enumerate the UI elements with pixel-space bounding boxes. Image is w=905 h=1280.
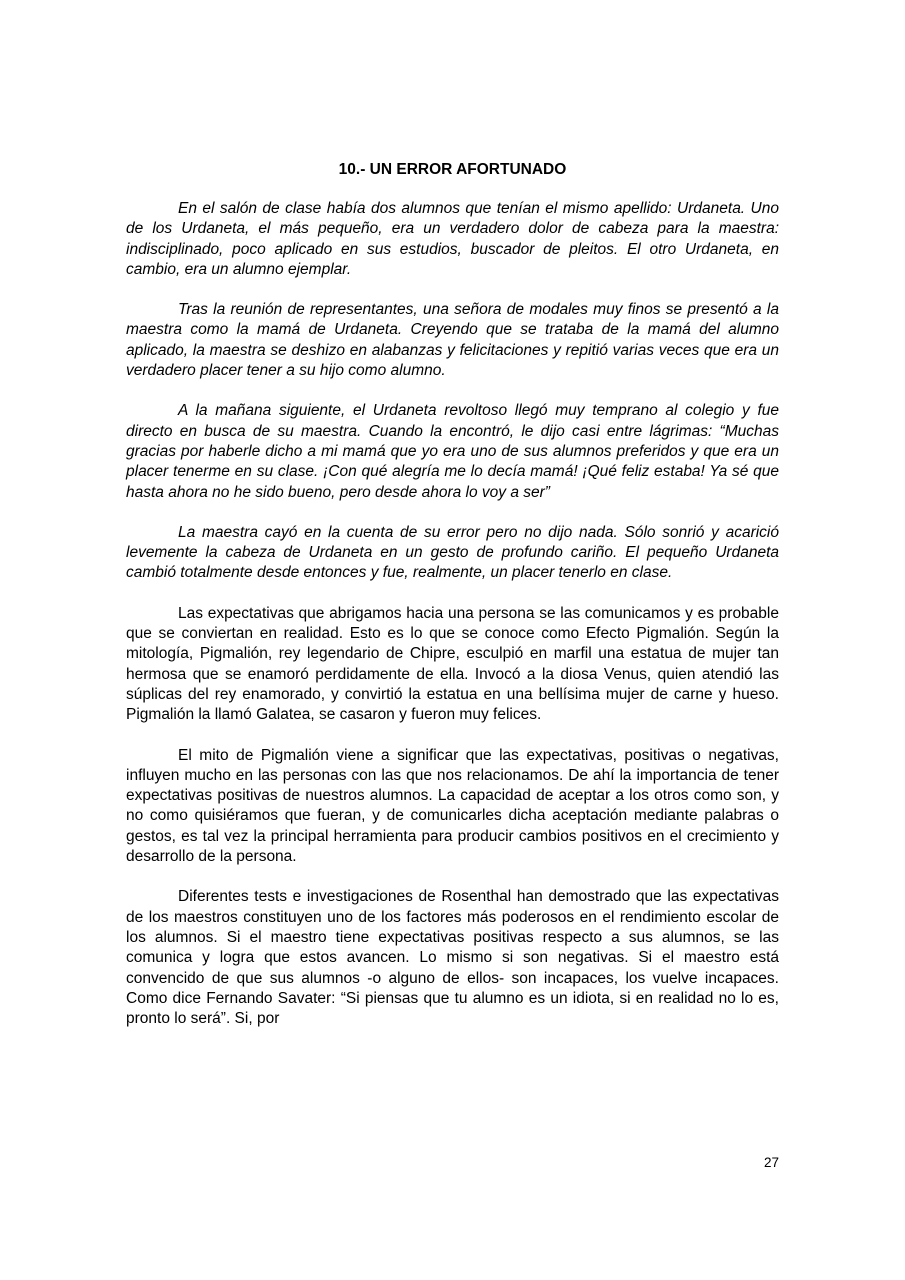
story-paragraph-2: Tras la reunión de representantes, una señora de modales muy finos se presentó a la maestra como la mamá de Urdaneta. Creyendo que se trataba de la mamá del alumno aplicado, la maestra se deshizo en alabanzas y felicitaciones y repitió varias veces que era un verdadero placer tener a su hijo como alumno.	[126, 301, 779, 380]
body-paragraph-rosenthal: Diferentes tests e investigaciones de Rosenthal han demostrado que las expectativas de los maestros constituyen uno de los factores más poderosos en el rendimiento escolar de los alumnos. Si el maestro tiene expectativas positivas respecto a sus alumnos, se las comunica y logra que estos avancen. Lo mismo si son negativas. Si el maestro está convencido de que sus alumnos -o alguno de ellos- son incapaces, los vuelve incapaces. Como dice Fernando Savater: “Si piensas que tu alumno es un idiota, si en realidad no lo es, pronto lo será”. Si, por	[126, 888, 779, 1028]
document-page	[126, 160, 779, 1049]
story-paragraph-3: A la mañana siguiente, el Urdaneta revoltoso llegó muy temprano al colegio y fue directo en busca de su maestra. Cuando la encontró, le dijo casi entre lágrimas: “Muchas gracias por haberle dicho a mi mamá que yo era uno de sus alumnos preferidos y que era un placer tenerme en su clase. ¡Con qué alegría me lo decía mamá! ¡Qué feliz estaba! Ya sé que hasta ahora no he sido bueno, pero desde ahora lo voy a ser”	[126, 402, 779, 501]
body-paragraph-myth-meaning: El mito de Pigmalión viene a significar que las expectativas, positivas o negativas, influyen mucho en las personas con las que nos relacionamos. De ahí la importancia de tener expectativas positivas de nuestros alumnos. La capacidad de aceptar a los otros como son, y no como quisiéramos que fueran, y de comunicarles dicha aceptación mediante palabras o gestos, es tal vez la principal herramienta para producir cambios positivos en el crecimiento y desarrollo de la persona.	[126, 746, 779, 866]
story-paragraph-4: La maestra cayó en la cuenta de su error pero no dijo nada. Sólo sonrió y acarició levemente la cabeza de Urdaneta en un gesto de profundo cariño. El pequeño Urdaneta cambió totalmente desde entonces y fue, realmente, un placer tenerlo en clase.	[126, 523, 779, 582]
chapter-title: 10.- UN ERROR AFORTUNADO	[338, 161, 567, 178]
body-paragraph-pigmalion-effect: Las expectativas que abrigamos hacia una persona se las comunicamos y es probable que se conviertan en realidad. Esto es lo que se conoce como Efecto Pigmalión. Según la mitología, Pigmalión, rey legendario de Chipre, esculpió en marfil una estatua de mujer tan hermosa que se enamoró perdidamente de ella. Invocó a la diosa Venus, quien atendió las súplicas del rey enamorado, y convirtió la estatua en una bellísima mujer de carne y hueso. Pigmalión la llamó Galatea, se casaron y fueron muy felices.	[126, 604, 779, 724]
story-paragraph-1: En el salón de clase había dos alumnos que tenían el mismo apellido: Urdaneta. Uno de los Urdaneta, el más pequeño, era un verdadero dolor de cabeza para la maestra: indisciplinado, poco aplicado en sus estudios, buscador de pleitos. El otro Urdaneta, en cambio, era un alumno ejemplar.	[126, 200, 779, 278]
page-number: 27	[763, 1155, 779, 1170]
